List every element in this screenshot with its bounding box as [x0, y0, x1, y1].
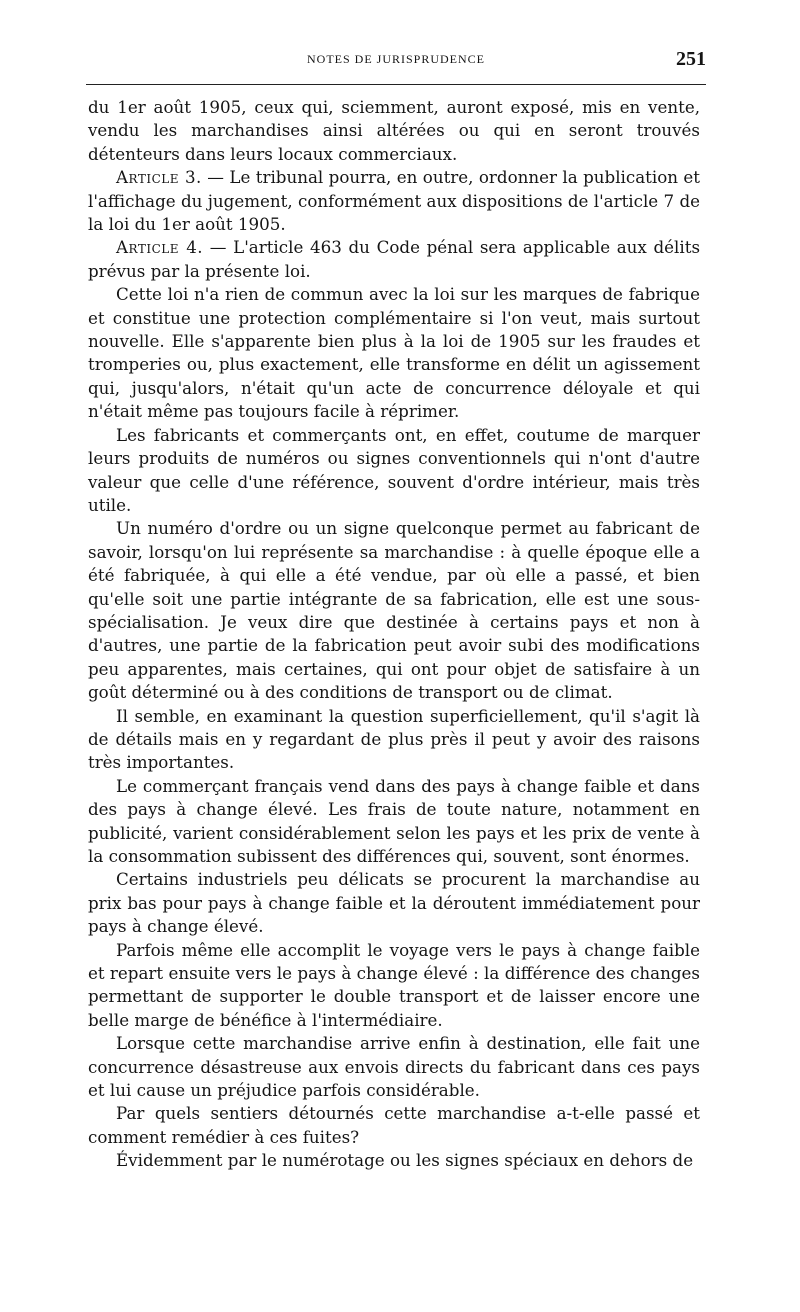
article-label: Article 3.: [116, 167, 202, 188]
article-label: Article 4.: [116, 237, 204, 258]
paragraph: Un numéro d'ordre ou un signe quelconque permet au fabricant de savoir, lorsqu'on lui représente sa marchandise : à quelle époque elle a été fabriquée, à qui elle a été vendue, par où elle a passé, et bien qu'elle soit une partie intégrante de sa fabrication, elle est une sous-spécialisation. Je veux dire que destinée à certains pays et non à d'autres, une partie de la fabrication peut avoir subi des modifications peu apparentes, mais certaines, qui ont pour objet de satisfaire à un goût déterminé ou à des conditions de transport ou de climat.: [88, 518, 700, 703]
paragraph: Cette loi n'a rien de commun avec la loi sur les marques de fabrique et constitue une protection complémentaire si l'on veut, mais surtout nouvelle. Elle s'apparente bien plus à la loi de 1905 sur les fraudes et tromperies ou, plus exactement, elle transforme en délit un agissement qui, jusqu'alors, n'était qu'un acte de concurrence déloyale et qui n'était même pas toujours facile à réprimer.: [88, 284, 700, 422]
paragraph: Parfois même elle accomplit le voyage vers le pays à change faible et repart ensuite vers le pays à change élevé : la différence des changes permettant de supporter le double transport et de laisser encore une belle marge de bénéfice à l'intermédiaire.: [88, 939, 700, 1030]
running-title: NOTES DE JURISPRUDENCE: [306, 52, 485, 66]
paragraph: Évidemment par le numérotage ou les signes spéciaux en dehors de: [116, 1150, 694, 1171]
page-number: 251: [676, 48, 706, 70]
page-header: [86, 44, 706, 80]
article-paragraph: Article 4. — L'article 463 du Code pénal sera applicable aux délits prévus par la présente loi.: [88, 237, 701, 281]
paragraph: du 1er août 1905, ceux qui, sciemment, auront exposé, mis en vente, vendu les marchandises ainsi altérées ou qui en seront trouvés détenteurs dans leurs locaux commerciaux.: [88, 97, 700, 164]
paragraph: Par quels sentiers détournés cette marchandise a-t-elle passé et comment remédier à ces fuites?: [88, 1103, 700, 1147]
paragraph: Certains industriels peu délicats se procurent la marchandise au prix bas pour pays à change faible et la déroutent immédiatement pour pays à change élevé.: [88, 869, 700, 937]
paragraph: Les fabricants et commerçants ont, en effet, coutume de marquer leurs produits de numéros ou signes conventionnels qui n'ont d'autre valeur que celle d'une référence, souvent d'ordre intérieur, mais très utile.: [88, 424, 700, 515]
paragraph: Lorsque cette marchandise arrive enfin à destination, elle fait une concurrence désastreuse aux envois directs du fabricant dans ces pays et lui cause un préjudice parfois considérable.: [88, 1033, 700, 1101]
article-paragraph: Article 3. — Le tribunal pourra, en outre, ordonner la publication et l'affichage du jugement, conformément aux dispositions de l'article 7 de la loi du 1er août 1905.: [88, 167, 700, 235]
paragraph: Il semble, en examinant la question superficiellement, qu'il s'agit là de détails mais en y regardant de plus près il peut y avoir des raisons très importantes.: [88, 705, 700, 773]
body-text: [88, 96, 700, 1173]
paragraph: Le commerçant français vend dans des pays à change faible et dans des pays à change élevé. Les frais de toute nature, notamment en publicité, varient considérablement selon les pays et les prix de vente à la consommation subissent des différences qui, souvent, sont énormes.: [88, 775, 700, 866]
header-rule: [86, 84, 706, 85]
